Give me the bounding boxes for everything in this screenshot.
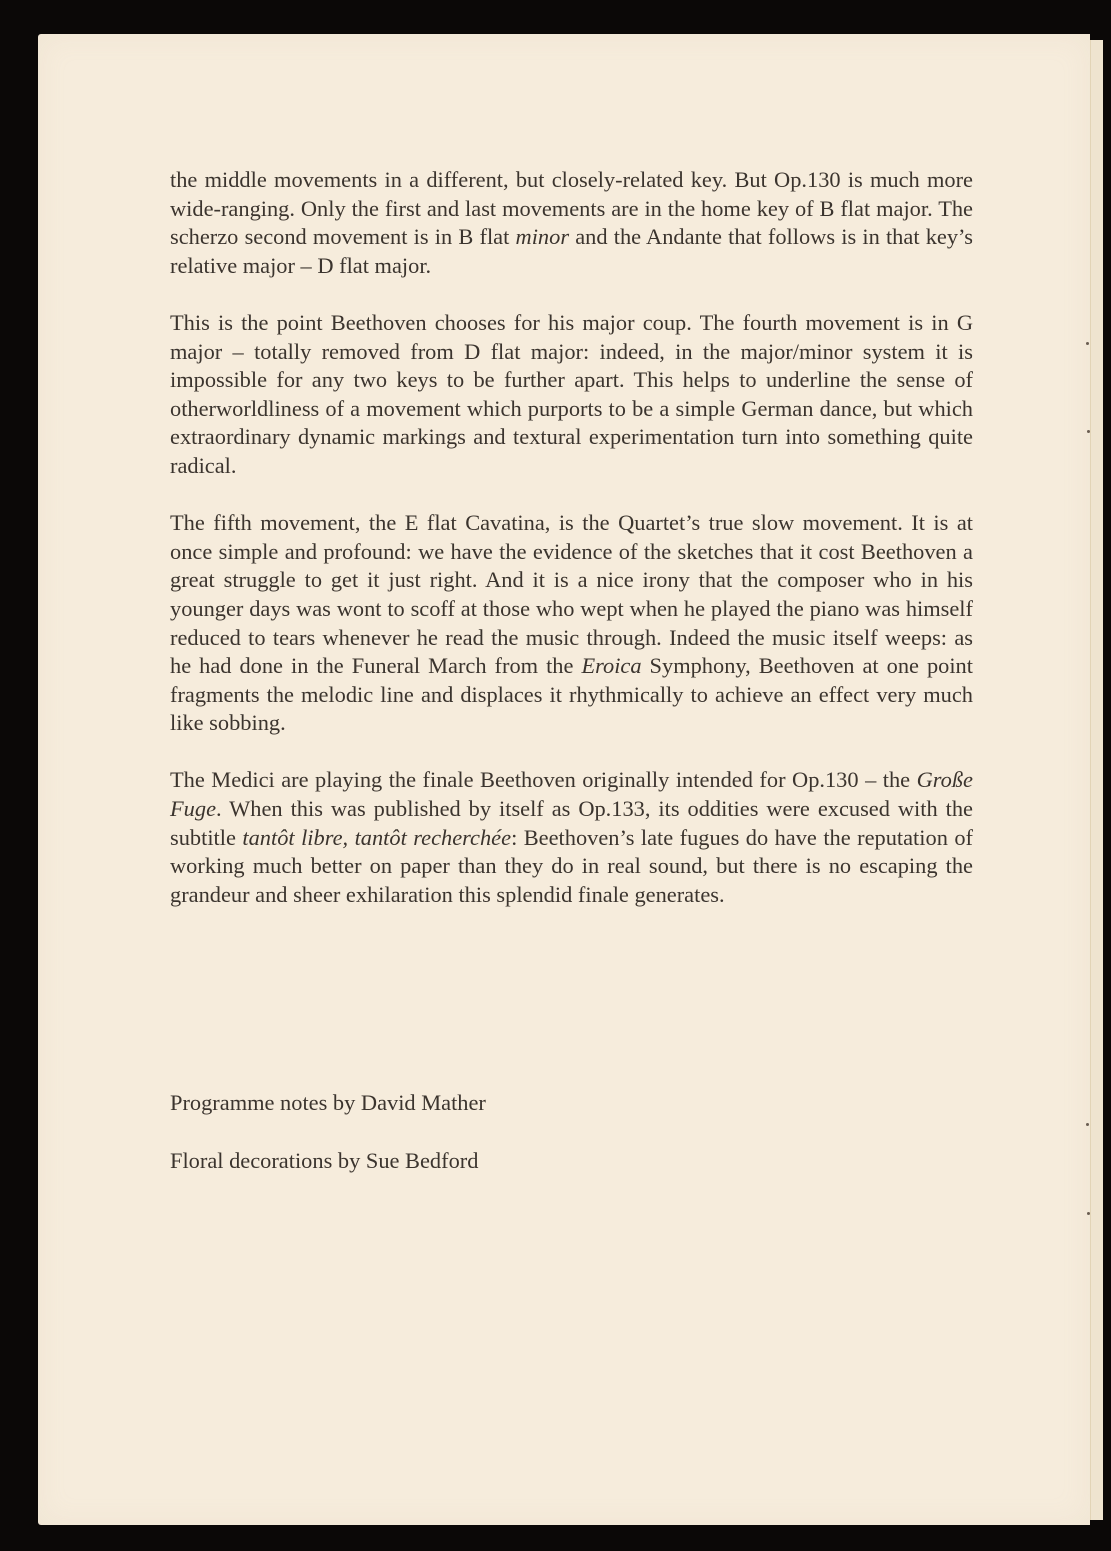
text-run-italic: Eroica	[581, 653, 642, 679]
programme-notes-credit: Programme notes by David Mather	[170, 1090, 486, 1115]
edge-mark	[1087, 430, 1090, 433]
text-run: Symphony, Beethoven at one point fragments the melodic line and displaces it rhythmically to achieve an effect very much like sobbing.	[170, 653, 973, 736]
text-run: the middle movements in a different, but closely-related key. But Op.130 is much more wide-ranging. Only the first and last movements are in the home key of B flat major. The scherzo second movement is in B flat	[170, 167, 973, 250]
floral-decorations-credit: Floral decorations by Sue Bedford	[170, 1148, 479, 1173]
page-edge	[1090, 40, 1103, 1520]
edge-mark	[1086, 1123, 1089, 1126]
paragraph-2	[170, 309, 973, 481]
text-run: . When this was published by itself as Op.133, its oddities were excused with the subtitle	[170, 796, 973, 850]
paragraph-1	[170, 166, 973, 280]
text-run: : Beethoven’s late fugues do have the reputation of working much better on paper than they do in real sound, but there is no escaping the grandeur and sheer exhilaration this splendid finale generates.	[170, 824, 973, 907]
edge-mark	[1086, 342, 1089, 345]
paragraph-4	[170, 766, 973, 909]
text-run: and the Andante that follows is in that key’s relative major – D flat major.	[170, 224, 973, 278]
text-run-italic: tantôt libre, tantôt recherchée	[242, 824, 512, 850]
edge-mark	[1087, 1212, 1090, 1215]
paragraph-3	[170, 509, 973, 738]
text-run: This is the point Beethoven chooses for his major coup. The fourth movement is in G major – totally removed from D flat major: indeed, in the major/minor system it is impossible for any two keys to be further apart. This helps to underline the sense of otherworldliness of a movement which purports to be a simple German dance, but which extraordinary dynamic markings and textural experimentation turn into something quite radical.	[170, 309, 973, 478]
text-run-italic: Große Fuge	[170, 767, 973, 822]
body-text	[170, 166, 973, 938]
text-run: The fifth movement, the E flat Cavatina, is the Quartet’s true slow movement. It is at once simple and profound: we have the evidence of the sketches that it cost Beethoven a great struggle to get it just right. And it is a nice irony that the composer who in his younger days was wont to scoff at those who wept when he played the piano was himself reduced to tears whenever he read the music through. Indeed the music itself weeps: as he had done in the Funeral March from the	[170, 510, 973, 679]
text-run: The Medici are playing the finale Beethoven originally intended for Op.130 – the	[170, 767, 917, 793]
text-run-italic: minor	[515, 224, 570, 250]
